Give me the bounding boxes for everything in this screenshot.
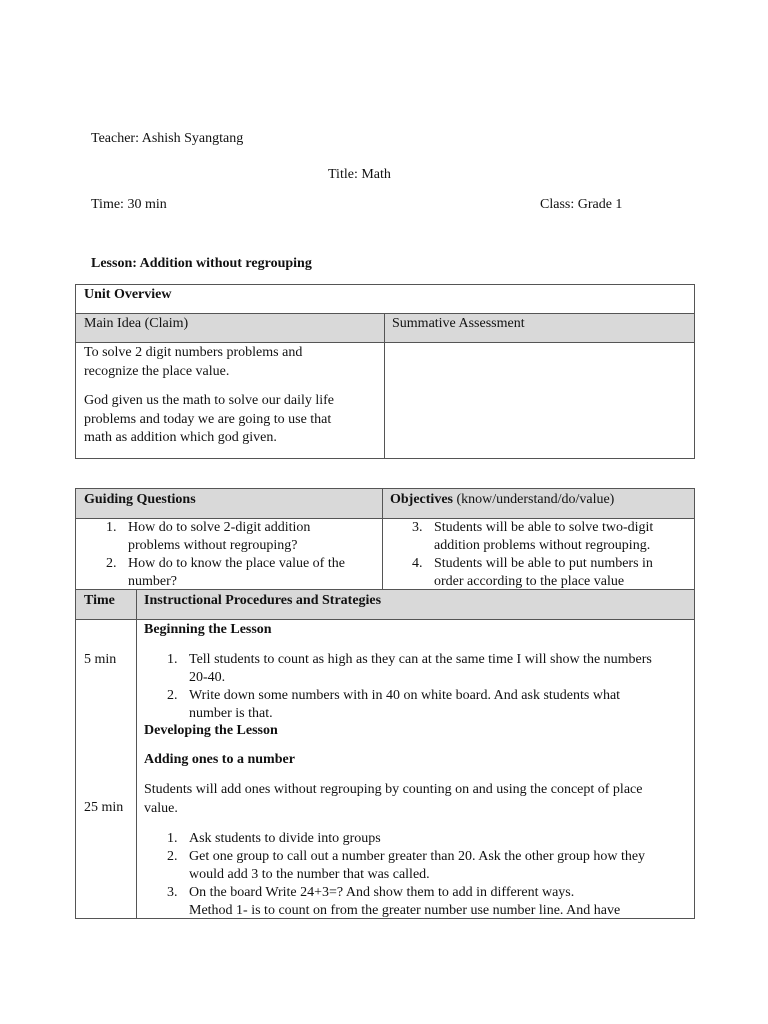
developing-list: [167, 830, 692, 920]
procedures-header: Instructional Procedures and Strategies: [144, 593, 382, 608]
unit-overview-heading: Unit Overview: [84, 287, 172, 302]
divider: [76, 342, 694, 343]
main-idea-header: Main Idea (Claim): [84, 316, 189, 331]
main-idea-text: To solve 2 digit numbers problems and recognize the place value. God given us the math to solve our daily life problems and today we are going to use that math as addition which god given.: [84, 345, 335, 445]
list-item: 3. Students will be able to solve two-digit addition problems without regrouping.: [412, 520, 654, 553]
divider: [382, 489, 383, 589]
list-item: 1. How do to solve 2-digit addition problems without regrouping?: [106, 520, 311, 553]
adding-ones-paragraph: Students will add ones without regrouping by counting on and using the concept of place value.: [144, 782, 643, 816]
divider: [136, 589, 137, 918]
teacher-line: Teacher: Ashish Syangtang: [91, 131, 244, 146]
developing-heading: Developing the Lesson: [144, 723, 278, 738]
list-item: 2. How do to know the place value of the number?: [106, 556, 345, 589]
objectives-header: Objectives (know/understand/do/value): [390, 492, 615, 507]
list-item: 1. Tell students to count as high as they can at the same time I will show the numbers 20-40.: [167, 652, 652, 685]
title-line: Title: Math: [328, 167, 391, 182]
unit-overview-table: [75, 284, 695, 459]
list-item: 2. Get one group to call out a number greater than 20. Ask the other group how they would add 3 to the number that was called.: [167, 849, 646, 882]
time-5-min: 5 min: [84, 652, 117, 667]
time-25-min: 25 min: [84, 800, 124, 815]
objectives-list: [412, 519, 692, 591]
list-item: 3. On the board Write 24+3=? And show them to add in different ways. Method 1- is to count on from the greater number use number line. And have: [167, 885, 621, 918]
adding-ones-heading: Adding ones to a number: [144, 752, 295, 767]
procedures-table: [75, 488, 695, 919]
class-line: Class: Grade 1: [540, 197, 623, 212]
guiding-questions-list: [106, 519, 378, 591]
list-item: 2. Write down some numbers with in 40 on white board. And ask students what number is that.: [167, 688, 621, 721]
summative-assessment-header: Summative Assessment: [392, 316, 525, 331]
list-item: 1. Ask students to divide into groups: [167, 831, 381, 846]
list-item: 4. Students will be able to put numbers in order according to the place value: [412, 556, 653, 589]
beginning-list: [167, 651, 692, 723]
divider: [384, 313, 385, 458]
lesson-title: Lesson: Addition without regrouping: [91, 256, 312, 271]
guiding-questions-header: Guiding Questions: [84, 492, 196, 507]
beginning-heading: Beginning the Lesson: [144, 622, 272, 637]
divider: [76, 619, 694, 620]
time-header: Time: [84, 593, 115, 608]
divider: [76, 313, 694, 314]
time-line: Time: 30 min: [91, 197, 167, 212]
